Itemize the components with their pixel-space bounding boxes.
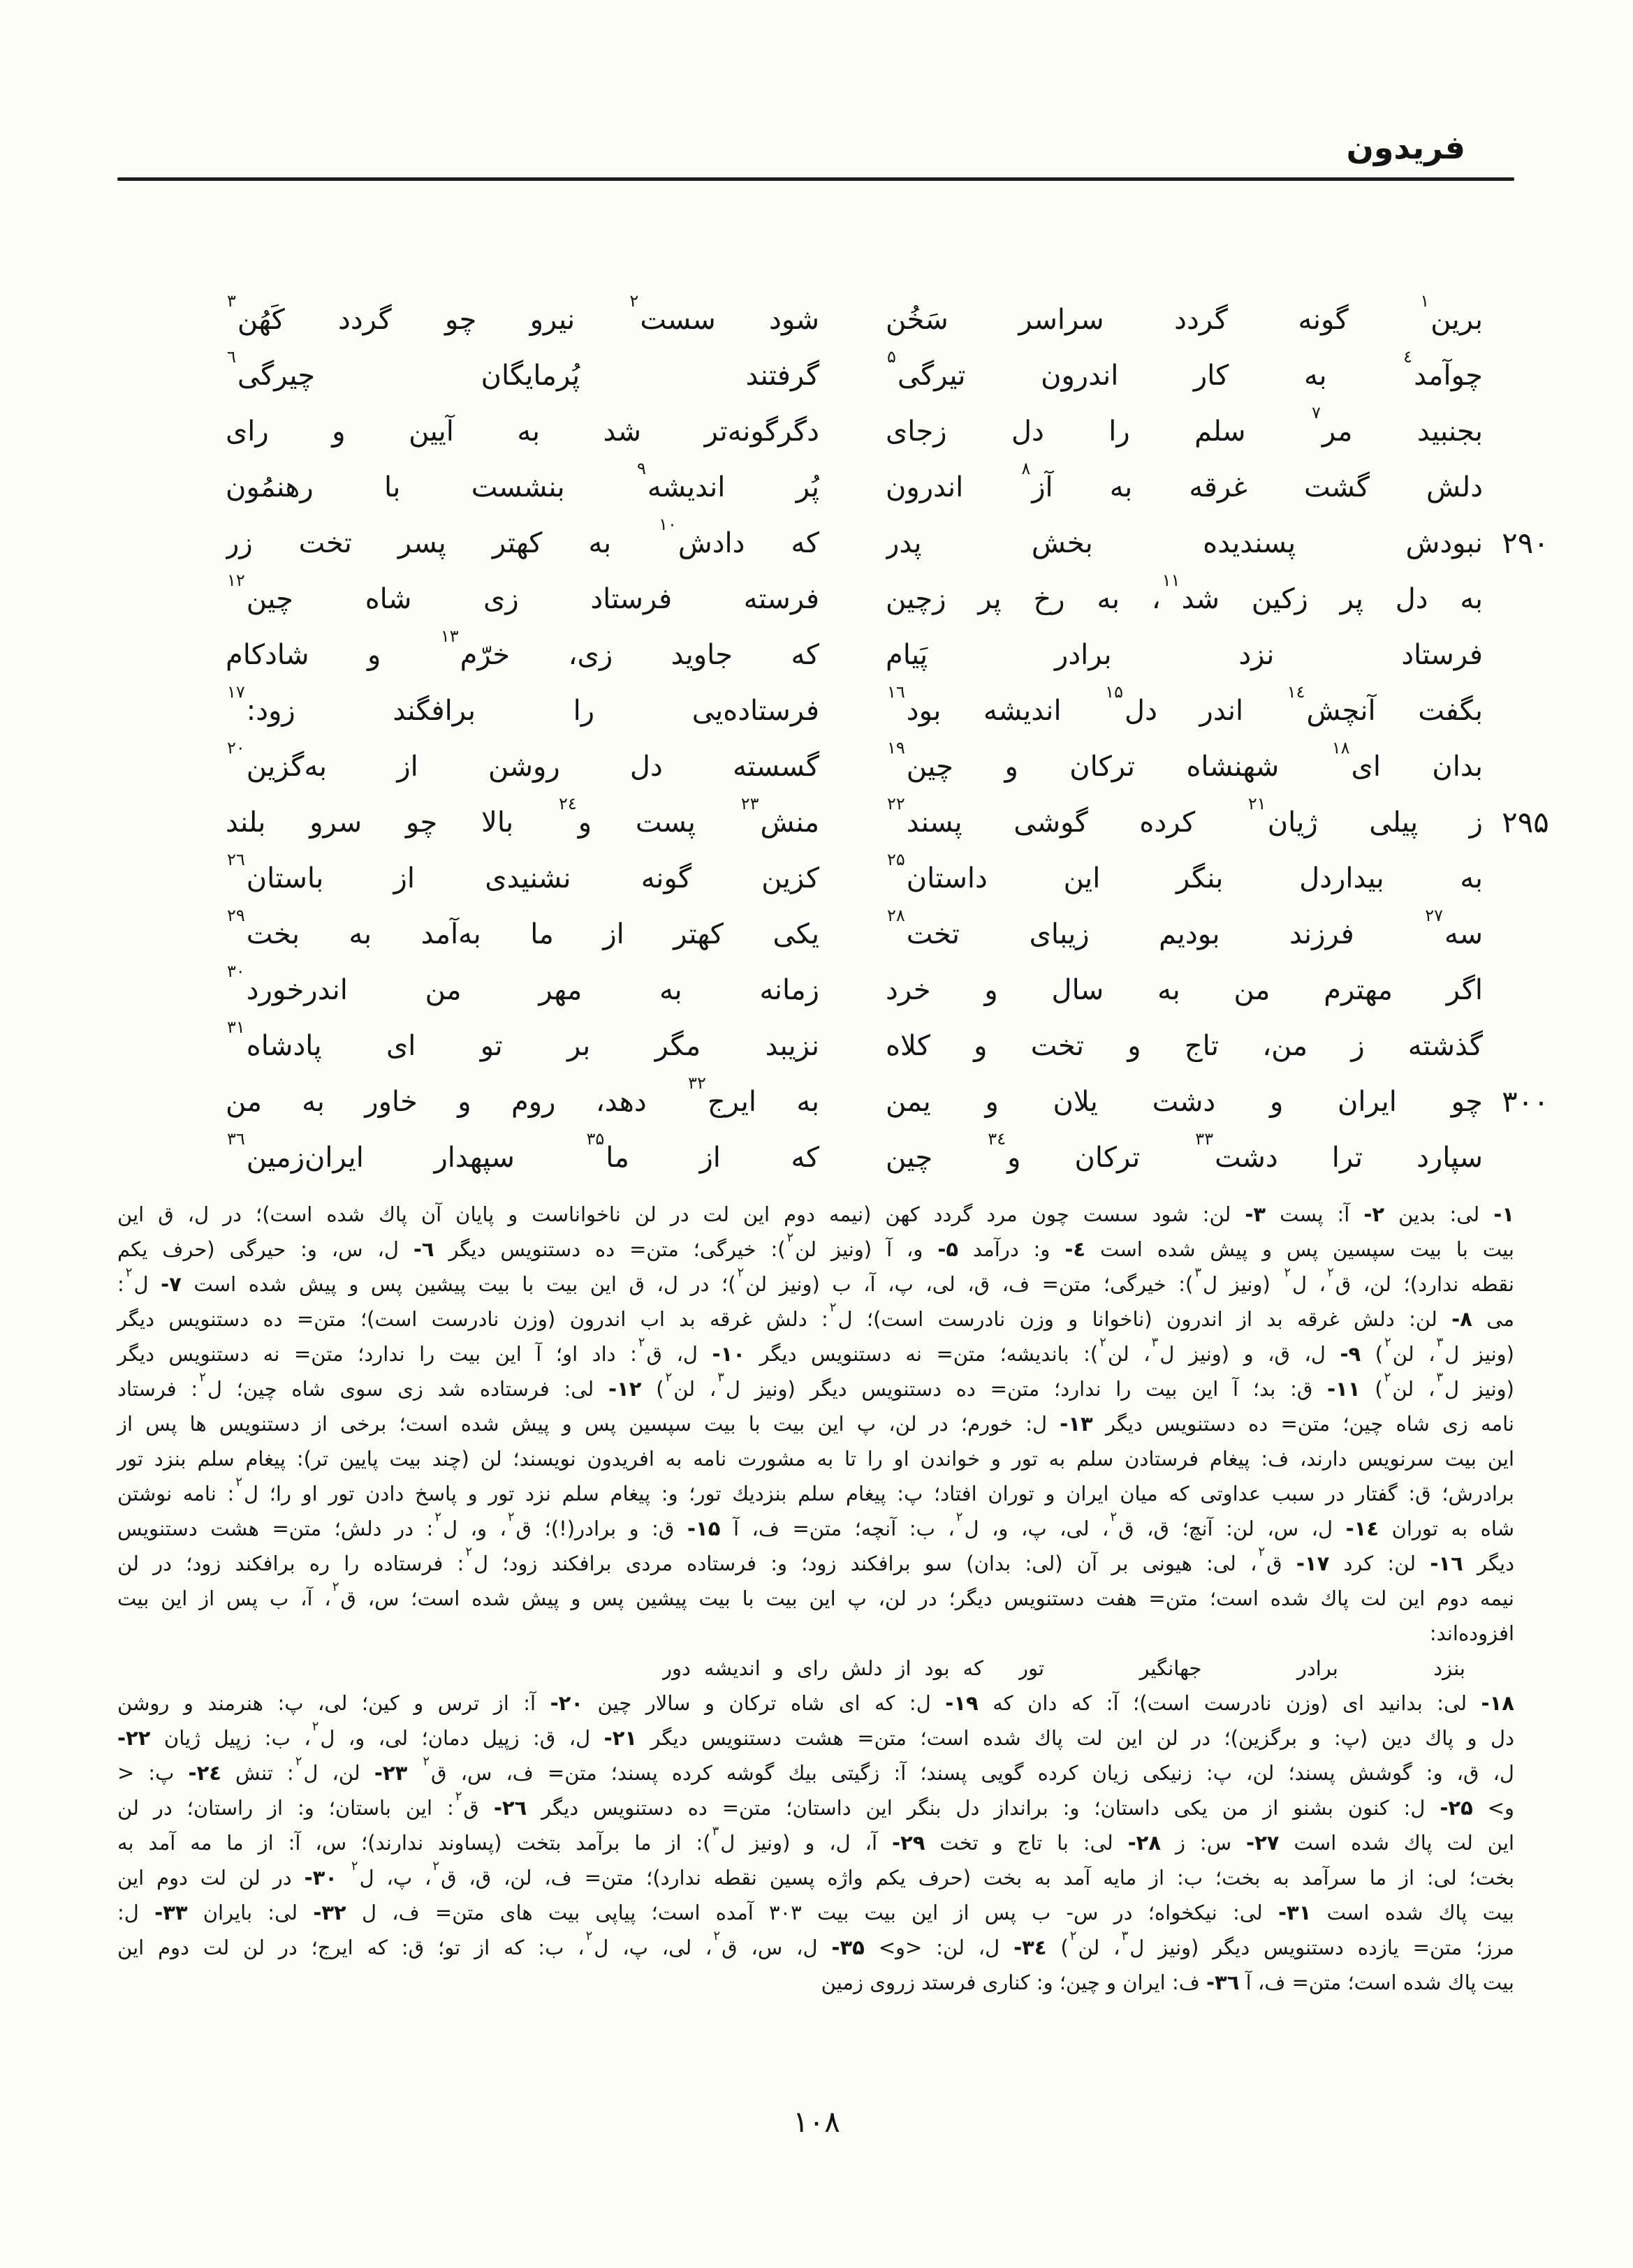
footnote-line: و> ۲۵- ل: کنون بشنو از من یکی داستان؛ و: برانداز دل بنگر این داستان؛ متن= ده دستنویس دیگر ۲٦- ق$^۲$: این باستان؛ و: از راستان؛ در لن xyxy=(117,1789,1514,1820)
footnote-ref: ۲ xyxy=(465,1545,472,1560)
verse-row xyxy=(205,348,1568,404)
footnote-ref: ۳ xyxy=(1194,1265,1202,1281)
hemistich-first: سپارد ترا دشت$^{۳۳}$ ترکان و$^{۳٤}$ چین xyxy=(886,1130,1483,1174)
footnote-ref: ۲۷ xyxy=(1425,906,1444,925)
hemistich-second: منش$^{۲۳}$ پست و$^{۲٤}$ بالا چو سرو بلند xyxy=(226,795,819,839)
footnote-ref: ۳۵ xyxy=(586,1130,605,1149)
footnote-ref: ۲٤ xyxy=(558,795,577,813)
footnote-ref: ۱ xyxy=(1420,292,1430,311)
footnote-ref: ۲ xyxy=(507,1510,515,1525)
hemistich-first: چوآمد$^٤$ به کار اندرون تیرگی$^۵$ xyxy=(887,348,1483,392)
hemistich-second: که دادش$^{۱۰}$ به کهتر پسر تخت زر xyxy=(226,515,819,559)
footnote-ref: ۲ xyxy=(1110,1510,1118,1525)
hemistich-first: اگر مهترم من به سال و خرد xyxy=(886,974,1483,1006)
footnote-ref: ۱۷ xyxy=(227,683,245,702)
inserted-verse-second: که بود از دلش رای و اندیشه دور xyxy=(662,1656,983,1680)
footnote-ref: ۱۵ xyxy=(1105,683,1123,702)
hemistich-second: کزین گونه نشنیدی از باستان$^{۲٦}$ xyxy=(227,850,819,894)
footnote-line: دل و پاك دین (پ: و برگزین)؛ در لن این لت پاك شده است؛ متن= هشت دستنویس دیگر ۲۱- ل، ق: زپیل دمان؛ لی، و، ل$^۲$، ب: زپیل ژیان ۲۲- xyxy=(117,1719,1514,1750)
hemistich-first: بجنبید مر$^۷$ سلم را دل زجای xyxy=(886,404,1483,448)
footnote-ref: ۲ xyxy=(1327,1265,1334,1281)
footnote-ref: ۲۰ xyxy=(227,739,245,758)
hemistich-first: گذشته ز من، تاج و تخت و کلاه xyxy=(886,1030,1483,1062)
hemistich-second: فرسته فرستاد زی شاه چین$^{۱۲}$ xyxy=(227,571,819,615)
footnote-line: بیت پاك شده است؛ متن= ف، آ ۳٦- ف: ایران و چین؛ و: کناری فرستد زروی زمین xyxy=(821,1971,1514,1994)
hemistich-first: دلش گشت غرقه به آز$^۸$ اندرون xyxy=(886,459,1483,503)
footnote-ref: ۲ xyxy=(351,1859,358,1874)
footnote-ref: ۳ xyxy=(1121,1929,1129,1944)
footnote-line: این بیت سرنویس دارند، ف: پیغام فرستادن سلم به تور و خواندن او را تا به مشورت نامه به افریدون نویسند؛ لن (چند بیت پایین تر): پیغام سلم بنزد تور xyxy=(117,1447,1514,1471)
footnote-ref: ۵ xyxy=(887,348,896,367)
footnote-line: ل، ق، و: گوشش پسند؛ لن، پ: زنیکی زیان کرده گویی پسند؛ آ: زگیتی بیك گوشه کرده پسند؛ متن= ف، س، ق$^۲$ ۲۳- لن، ل$^۲$: تنش ۲٤- پ: < xyxy=(117,1754,1515,1785)
verse-row xyxy=(205,571,1568,627)
footnote-ref: ۳٦ xyxy=(227,1130,245,1149)
footnote-line: نقطه ندارد)؛ لن، ق$^۲$، ل$^۲$ (ونیز ل$^۳$): خیرگی؛ متن= ف، ق، لی، پ، آ، ب (ونیز لن$^۲$)؛ در ل، ق این بیت با بیت پیشین پس و پیش شده است ۷- ل$^۲$: xyxy=(117,1265,1514,1296)
hemistich-second: زمانه به مهر من اندرخورد$^{۳۰}$ xyxy=(227,962,819,1006)
poem-block xyxy=(205,292,1568,1186)
footnote-ref: ۱۸ xyxy=(1331,739,1350,758)
inserted-verse-first: بنزد برادر جهانگیر تور xyxy=(1018,1656,1465,1680)
footnote-ref: ۳٤ xyxy=(988,1130,1006,1149)
footnote-ref: ۲ xyxy=(1099,1335,1106,1350)
hemistich-second: که از ما$^{۳۵}$ سپهدار ایران‌زمین$^{۳٦}$ xyxy=(227,1130,819,1174)
verse-row xyxy=(205,962,1568,1018)
verse-row xyxy=(205,1018,1568,1074)
hemistich-second: شود سست$^۲$ نیرو چو گردد کَهُن$^۳$ xyxy=(227,292,819,336)
verse-row xyxy=(205,683,1568,739)
inserted-verse xyxy=(662,1651,1465,1686)
footnote-line: افزوده‌اند: xyxy=(1429,1621,1514,1645)
critical-apparatus xyxy=(117,1197,1514,2000)
footnote-ref: ٤ xyxy=(1403,348,1413,367)
hemistich-second: نزیبد مگر بر تو ای پادشاه$^{۳۱}$ xyxy=(227,1018,819,1062)
footnote-ref: ۲ xyxy=(585,1929,593,1944)
hemistich-first: ز پیلی ژیان$^{۲۱}$ کرده گوشی پسند$^{۲۲}$ xyxy=(887,795,1483,839)
footnote-ref: ۲ xyxy=(665,1370,673,1385)
footnote-ref: ۳ xyxy=(712,1824,719,1839)
footnote-ref: ۳۲ xyxy=(688,1074,706,1093)
footnote-ref: ۲ xyxy=(199,1370,206,1385)
hemistich-second: که جاوید زی، خرّم$^{۱۳}$ و شادکام xyxy=(226,627,819,671)
footnote-ref: ۲ xyxy=(332,1580,339,1595)
hemistich-first: سه$^{۲۷}$ فرزند بودیم زیبای تخت$^{۲۸}$ xyxy=(887,906,1483,950)
hemistich-first: به بیداردل بنگر این داستان$^{۲۵}$ xyxy=(887,850,1483,894)
footnote-ref: ۲ xyxy=(1384,1370,1391,1385)
footnote-ref: ۲ xyxy=(638,1335,645,1350)
verse-row xyxy=(205,404,1568,459)
footnote-line: دیگر ۱٦- لن: کرد ۱۷- ق$^۲$، لی: هیونی بر آن (لی: بدان) سو برافکند زود؛ و: فرستاده مردی برافکند زود؛ ل$^۲$: فرستاده را ره برافکند زود؛ در لن xyxy=(117,1545,1514,1575)
hemistich-first: چو ایران و دشت یلان و یمن xyxy=(886,1086,1483,1118)
footnote-ref: ۲۹ xyxy=(227,906,245,925)
footnote-line: مرز؛ متن= یازده دستنویس دیگر (ونیز ل$^۳$، لن$^۲$) ۳٤- ل، لن: <و> ۳۵- ل، س، ق$^۲$، لی، پ، ل$^۲$، ب: که از تو؛ ق: که ایرج؛ در لن لت دوم این xyxy=(117,1929,1514,1959)
footnote-line: می ۸- لن: دلش غرقه بد از اندرون (ناخوانا و وزن نادرست است)؛ ل$^۲$: دلش غرقه بد اب اندرون (وزن نادرست است)؛ متن= ده دستنویس دیگر xyxy=(117,1300,1514,1331)
footnote-line: بیت با بیت سپسین پس و پیش شده است ٤- و: درآمد ۵- و، آ (ونیز لن$^۲$): خیرگی؛ متن= ده دستنویس دیگر ٦- ل، س، و: حیرگی (حرف یکم xyxy=(117,1230,1514,1261)
footnote-ref: ۹ xyxy=(637,459,646,478)
footnote-line: برادرش؛ ق: گفتار در سبب عداوتی که میان ایران و توران افتاد؛ پ: پیغام سلم بنزدیك تور؛ و: پیغام سلم نزد تور و پاسخ دادن تور او را؛ ل$^۲$: نامه نوشتن xyxy=(117,1475,1515,1505)
verse-row xyxy=(205,292,1568,348)
footnote-ref: ۱٤ xyxy=(1287,683,1305,702)
footnote-ref: ۲ xyxy=(235,1475,242,1490)
footnote-ref: ۲ xyxy=(1069,1929,1077,1944)
footnote-ref: ۲ xyxy=(713,1929,721,1944)
page-title: فریدون xyxy=(1346,128,1465,166)
hemistich-second: به ایرج$^{۳۲}$ دهد، روم و خاور به من xyxy=(226,1074,819,1118)
hemistich-second: یکی کهتر از ما به‌آمد به بخت$^{۲۹}$ xyxy=(227,906,819,950)
footnote-ref: ٦ xyxy=(227,348,236,367)
footnote-ref: ۲ xyxy=(455,1789,462,1804)
verse-row xyxy=(205,1130,1568,1186)
footnote-ref: ۳ xyxy=(1151,1335,1159,1350)
footnote-line: نامه زی شاه چین؛ متن= ده دستنویس دیگر ۱۳- ل: خورم؛ در لن، پ این بیت با بیت سپسین پس و پیش شده است؛ برخی از دستنویس ها پس از xyxy=(117,1412,1514,1436)
footnote-ref: ۱۳ xyxy=(440,627,459,646)
hemistich-first: بدان ای$^{۱۸}$ شهنشاه ترکان و چین$^{۱۹}$ xyxy=(887,739,1483,783)
footnote-ref: ۲ xyxy=(829,1300,837,1316)
hemistich-second: فرستاده‌یی را برافگند زود:$^{۱۷}$ xyxy=(227,683,819,727)
footnote-ref: ۲ xyxy=(312,1719,319,1735)
footnote-ref: ۲ xyxy=(434,1510,441,1525)
header-rule xyxy=(117,177,1514,181)
footnote-ref: ۲ xyxy=(432,1859,440,1874)
footnote-ref: ۲ xyxy=(125,1265,133,1281)
footnote-ref: ۲ xyxy=(629,292,639,311)
hemistich-second: گسسته دل روشن از به‌گزین$^{۲۰}$ xyxy=(227,739,819,783)
footnote-ref: ۲ xyxy=(955,1510,963,1525)
footnote-ref: ۷ xyxy=(1312,404,1321,422)
footnote-line: شاه به توران ۱٤- ل، س، لن: آنچ؛ ق، ق$^۲$، لی، پ، و، ل$^۲$، ب: آنچه؛ متن= ف، آ ۱۵- ق: و برادر(!)؛ ق$^۲$، و، ل$^۲$: در دلش؛ متن= هشت دستنویس xyxy=(117,1510,1515,1540)
verse-row xyxy=(205,459,1568,515)
verse-row xyxy=(205,515,1568,571)
hemistich-first: به دل پر زکین شد$^{۱۱}$، به رخ پر زچین xyxy=(886,571,1483,615)
page-number: ۱۰۸ xyxy=(793,2105,840,2139)
hemistich-first: نبودش پسندیده بخش پدر xyxy=(886,527,1483,559)
footnote-ref: ۳ xyxy=(717,1370,724,1385)
footnote-line: (ونیز ل$^۳$، لن$^۲$) ۱۱- ق: بد؛ آ این بیت را ندارد؛ متن= ده دستنویس دیگر (ونیز ل$^۳$، لن$^۲$) ۱۲- لی: فرستاده شد زی سوی شاه چین؛ ل$^۲$: فرستاد xyxy=(117,1370,1514,1401)
footnote-ref: ۱۱ xyxy=(1162,571,1180,590)
hemistich-second: گرفتند پُرمایگان چیرگی$^٦$ xyxy=(227,348,819,392)
hemistich-second: پُر اندیشه$^۹$ بنشست با رهنمُون xyxy=(226,459,819,503)
footnote-ref: ۲ xyxy=(737,1265,745,1281)
footnote-line: ۱- لی: بدین ۲- آ: پست ۳- لن: شود سست چون مرد گردد کهن (نیمه دوم این لت در لن ناخواناست و پایان آن پاك شده است)؛ در ل، ق این xyxy=(117,1202,1515,1226)
footnote-ref: ۲۸ xyxy=(887,906,905,925)
footnote-ref: ۳۳ xyxy=(1195,1130,1214,1149)
footnote-line: نیمه دوم این لت پاك شده است؛ متن= هفت دستنویس دیگر؛ در لن، پ این بیت با بیت پیشین پس و پیش شده است؛ س، ق$^۲$، آ، ب پس از این بیت xyxy=(117,1580,1514,1610)
verse-row xyxy=(205,1074,1568,1130)
footnote-ref: ۸ xyxy=(1021,459,1031,478)
footnote-ref: ۱٦ xyxy=(887,683,905,702)
footnote-ref: ۲۳ xyxy=(740,795,759,813)
hemistich-first: فرستاد نزد برادر پَیام xyxy=(886,639,1483,671)
footnote-ref: ۳ xyxy=(1436,1335,1444,1350)
footnote-ref: ۲ xyxy=(1384,1335,1391,1350)
footnote-ref: ۲ xyxy=(786,1230,794,1246)
verse-row xyxy=(205,739,1568,795)
verse-row xyxy=(205,906,1568,962)
hemistich-first: برین$^۱$ گونه گردد سراسر سَخُن xyxy=(886,292,1483,336)
footnote-ref: ۲ xyxy=(423,1754,430,1769)
hemistich-first: بگفت آنچش$^{۱٤}$ اندر دل$^{۱۵}$ اندیشه بود$^{۱٦}$ xyxy=(887,683,1483,727)
verse-number: ۳۰۰ xyxy=(1502,1084,1549,1119)
verse-number: ۲۹۰ xyxy=(1502,526,1549,560)
footnote-ref: ۱۰ xyxy=(659,515,677,534)
footnote-line: ۱۸- لی: بدانید ای (وزن نادرست است)؛ آ: که دان که ۱۹- ل: که ای شاه ترکان و سالار چین ۲۰- آ: از ترس و کین؛ لی، پ: هنرمند و روشن xyxy=(117,1691,1514,1715)
verse-row xyxy=(205,627,1568,683)
footnote-ref: ۲ xyxy=(295,1754,302,1769)
hemistich-second: دگرگونه‌تر شد به آیین و رای xyxy=(226,415,819,448)
footnote-ref: ۳ xyxy=(1436,1370,1443,1385)
footnote-ref: ۳۱ xyxy=(227,1018,245,1037)
footnote-ref: ۲ xyxy=(1258,1545,1266,1560)
footnote-ref: ۱۲ xyxy=(227,571,245,590)
footnote-ref: ۲۲ xyxy=(887,795,905,813)
footnote-ref: ۳۰ xyxy=(227,962,245,981)
footnote-ref: ۲۵ xyxy=(887,850,905,869)
footnote-line: بخت؛ لی: از ما سرآمد به بخت؛ ب: از مایه آمد به بخت (حرف یکم واژه پسین نقطه ندارد)؛ متن= ف، لن، ق، ق$^۲$، پ، ل$^۲$ ۳۰- در لن لت دوم این xyxy=(117,1859,1515,1890)
footnote-ref: ۳ xyxy=(227,292,236,311)
verse-number: ۲۹۵ xyxy=(1502,805,1549,839)
verse-row xyxy=(205,850,1568,906)
footnote-ref: ۲۱ xyxy=(1247,795,1266,813)
footnote-ref: ۲٦ xyxy=(227,850,245,869)
footnote-ref: ۱۹ xyxy=(887,739,905,758)
footnote-line: (ونیز ل$^۳$، لن$^۲$) ۹- ل، ق، و (ونیز ل$^۳$، لن$^۲$): باندیشه؛ متن= نه دستنویس دیگر ۱۰- ل، ق$^۲$: داد او؛ آ این بیت را ندارد؛ متن= نه دستنویس دیگر xyxy=(117,1335,1514,1366)
footnote-line: بیت پاك شده است ۳۱- لی: نیکخواه؛ در س- ب پس از این بیت بیت ۳۰۳ آمده است؛ پیاپی بیت های متن= ف، ل ۳۲- لی: بایران ۳۳- ل: xyxy=(117,1901,1514,1924)
footnote-ref: ۲ xyxy=(1284,1265,1291,1281)
verse-row xyxy=(205,795,1568,850)
footnote-line: این لت پاك شده است ۲۷- س: ز ۲۸- لی: با تاج و تخت ۲۹- آ، ل، و (ونیز ل$^۳$): از ما برآمد بتخت (پساوند ندارند)؛ س، آ: از ما مه آمد به xyxy=(117,1824,1515,1855)
